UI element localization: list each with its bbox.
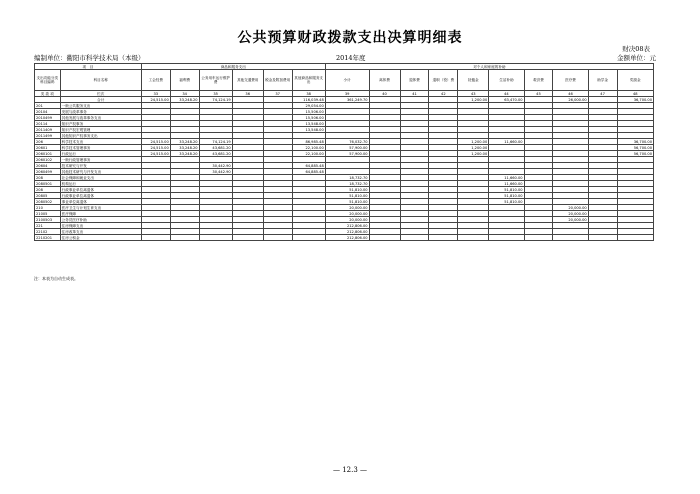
row-name: 合计 (60, 97, 141, 103)
row-value: 51,810.00 (325, 193, 369, 199)
row-value (588, 235, 617, 241)
header-code: 支出功能分类科目编码 (35, 70, 61, 91)
row-value: 33,248.20 (170, 151, 199, 157)
column-header: 工会经费 (141, 70, 170, 91)
row-value: 43,681.20 (199, 151, 232, 157)
row-name: 发展与改革事务 (60, 109, 141, 115)
row-code: 20104 (35, 109, 61, 115)
row-value: 29,054.00 (292, 103, 325, 109)
row-value: 20,000.00 (553, 217, 588, 223)
compiling-unit: 编制单位：衢阳市科学技术局（本级） (34, 54, 145, 62)
column-number: 36 (232, 91, 263, 97)
row-value: 11,660.00 (489, 139, 524, 145)
row-value (369, 235, 400, 241)
column-number: 39 (325, 91, 369, 97)
row-value: 24,515.00 (141, 139, 170, 145)
row-name: 行政事业单位离退休 (60, 187, 141, 193)
row-value: 74,124.19 (199, 97, 232, 103)
row-name: 机构运行 (60, 181, 141, 187)
amount-unit: 金额单位：元 (617, 54, 656, 62)
row-name: 社会保障和就业支出 (60, 175, 141, 181)
row-value (232, 235, 263, 241)
column-header: 其他交通费用 (232, 70, 263, 91)
row-value: 64,885.48 (292, 163, 325, 169)
row-value: 361,249.70 (325, 97, 369, 103)
row-value: 64,885.48 (292, 169, 325, 175)
row-value: 1,200.00 (458, 139, 489, 145)
row-value (617, 235, 653, 241)
row-code: 21005 (35, 211, 61, 217)
row-value: 20,000.00 (553, 211, 588, 217)
row-value: 51,810.00 (489, 199, 524, 205)
row-code: 20805 (35, 193, 61, 199)
row-name: 住房改革支出 (60, 229, 141, 235)
header-personal-subsidy: 对个人和家庭的补助 (325, 64, 653, 70)
row-code: 206 (35, 139, 61, 145)
row-value: 63,470.00 (489, 97, 524, 103)
row-value: 1,200.00 (458, 145, 489, 151)
row-name: 一般公共服务支出 (60, 103, 141, 109)
row-value (553, 235, 588, 241)
row-value: 1,200.00 (458, 97, 489, 103)
column-number: 37 (263, 91, 292, 97)
row-value: 51,810.00 (325, 187, 369, 193)
row-value (141, 235, 170, 241)
row-value: 56,700.00 (617, 151, 653, 157)
row-value: 20,000.00 (325, 211, 369, 217)
row-value: 24,515.00 (141, 145, 170, 151)
row-value: 20,000.00 (553, 205, 588, 211)
row-value: 33,248.20 (170, 97, 199, 103)
row-name: 其他知识产权事务支出 (60, 133, 141, 139)
row-value: 1,200.00 (458, 151, 489, 157)
column-number: 34 (170, 91, 199, 97)
row-name: 知识产权事务 (60, 121, 141, 127)
column-header: 公务用车运行维护费 (199, 70, 232, 91)
column-header: 小计 (325, 70, 369, 91)
row-code: 221 (35, 223, 61, 229)
row-value: 56,700.00 (617, 145, 653, 151)
column-header: 离休费 (369, 70, 400, 91)
row-value: 86,985.48 (292, 139, 325, 145)
row-code: 2060499 (35, 169, 61, 175)
column-number: 38 (292, 91, 325, 97)
header-col-code-label: 栏次 (60, 91, 141, 97)
column-number: 44 (489, 91, 524, 97)
row-code: 2011409 (35, 127, 61, 133)
column-number: 33 (141, 91, 170, 97)
column-number: 35 (199, 91, 232, 97)
row-code: 208 (35, 187, 61, 193)
column-number: 46 (553, 91, 588, 97)
row-value: 212,806.00 (325, 229, 369, 235)
column-header: 税金及附加费用 (263, 70, 292, 91)
row-value (524, 235, 553, 241)
row-value (400, 235, 429, 241)
row-name: 医疗保障 (60, 211, 141, 217)
column-number: 40 (369, 91, 400, 97)
row-value: 36,700.00 (617, 139, 653, 145)
row-code: 2080501 (35, 181, 61, 187)
row-value: 57,900.00 (325, 145, 369, 151)
row-value: 212,806.00 (325, 223, 369, 229)
row-name: 其他发展与改革事务支出 (60, 115, 141, 121)
row-value (263, 235, 292, 241)
row-value: 11,660.00 (489, 175, 524, 181)
row-code: 2080502 (35, 199, 61, 205)
row-code: 201 (35, 103, 61, 109)
row-code: 2010499 (35, 115, 61, 121)
row-value (292, 235, 325, 241)
row-code: 2100503 (35, 217, 61, 223)
row-name: 行政事业单位离退休 (60, 193, 141, 199)
row-value: 13,548.00 (292, 121, 325, 127)
column-header: 退休费 (400, 70, 429, 91)
header-name: 科目名称 (60, 70, 141, 91)
row-value: 20,000.00 (325, 205, 369, 211)
row-code: 20601 (35, 145, 61, 151)
row-value: 20,000.00 (325, 217, 369, 223)
row-value (199, 235, 232, 241)
row-code: 20114 (35, 121, 61, 127)
row-name: 科学技术支出 (60, 139, 141, 145)
row-code: 2210201 (35, 235, 61, 241)
row-name: 知识产权宏观管理 (60, 127, 141, 133)
column-number: 48 (617, 91, 653, 97)
row-value: 22,100.00 (292, 151, 325, 157)
row-value: 33,248.20 (170, 145, 199, 151)
row-code: 20604 (35, 163, 61, 169)
row-value: 76,032.70 (325, 139, 369, 145)
report-meta (34, 53, 656, 62)
row-code: 2060102 (35, 157, 61, 163)
row-value: 57,900.00 (325, 151, 369, 157)
header-level-item: 项 (50, 91, 54, 96)
row-value (489, 235, 524, 241)
row-name: 一般行政管理事务 (60, 157, 141, 163)
row-value: 15,506.00 (292, 109, 325, 115)
table-row (35, 235, 654, 241)
row-value: 51,810.00 (489, 193, 524, 199)
column-header: 其他商品和服务支出 (292, 70, 325, 91)
row-value: 51,810.00 (325, 199, 369, 205)
row-value: 74,124.19 (199, 139, 232, 145)
column-number: 47 (588, 91, 617, 97)
row-code: 208 (35, 175, 61, 181)
column-number: 42 (429, 91, 458, 97)
row-value (170, 235, 199, 241)
header-item: 项 目 (35, 64, 142, 70)
expenditure-table (34, 63, 654, 241)
row-value: 212,806.00 (325, 235, 369, 241)
form-number: 财决08表 (622, 45, 650, 53)
row-value: 43,681.20 (199, 145, 232, 151)
page-number: — 12.3 — (332, 466, 368, 474)
column-header: 助学金 (588, 70, 617, 91)
header-level-class: 类 (40, 91, 45, 96)
row-name: 医疗卫生与计划生育支出 (60, 205, 141, 211)
row-value: 30,442.90 (199, 163, 232, 169)
row-name: 事业单位离退休 (60, 199, 141, 205)
row-code: 2011499 (35, 133, 61, 139)
row-name: 其他技术研究与开发支出 (60, 169, 141, 175)
row-name: 技术研究与开发 (60, 163, 141, 169)
row-code: 2060101 (35, 151, 61, 157)
row-value: 24,515.00 (141, 151, 170, 157)
footnote: 注：本表为自动生成表。 (34, 276, 78, 281)
column-header: 救济费 (524, 70, 553, 91)
row-value: 18,732.70 (325, 181, 369, 187)
row-value: 11,660.00 (489, 181, 524, 187)
column-header: 医疗费 (553, 70, 588, 91)
column-header: 福利费 (170, 70, 199, 91)
row-value: 30,442.90 (199, 169, 232, 175)
column-header: 奖励金 (617, 70, 653, 91)
row-name: 公务员医疗补助 (60, 217, 141, 223)
row-code: 22102 (35, 229, 61, 235)
row-name: 科学技术管理事务 (60, 145, 141, 151)
column-number: 45 (524, 91, 553, 97)
column-header: 生活补助 (489, 70, 524, 91)
row-code: 210 (35, 205, 61, 211)
row-value: 33,248.20 (170, 139, 199, 145)
report-title: 公共预算财政拨款支出决算明细表 (237, 30, 463, 46)
column-header: 退职（役）费 (429, 70, 458, 91)
row-value: 24,515.00 (141, 97, 170, 103)
header-level-section: 款 (45, 91, 50, 96)
row-value: 13,548.00 (292, 127, 325, 133)
row-value: 51,810.00 (489, 187, 524, 193)
row-value: 116,039.48 (292, 97, 325, 103)
column-header: 抚恤金 (458, 70, 489, 91)
row-name: 住房保障支出 (60, 223, 141, 229)
row-value (429, 235, 458, 241)
row-value: 18,732.70 (325, 175, 369, 181)
row-value (458, 235, 489, 241)
row-value: 15,506.00 (292, 115, 325, 121)
row-value: 22,100.00 (292, 145, 325, 151)
header-goods-services: 商品和服务支出 (141, 64, 325, 70)
row-value: 26,000.00 (553, 97, 588, 103)
row-name: 住房公积金 (60, 235, 141, 241)
column-number: 41 (400, 91, 429, 97)
column-number: 43 (458, 91, 489, 97)
row-value: 36,700.00 (617, 97, 653, 103)
row-name: 行政运行 (60, 151, 141, 157)
report-year: 2014年度 (336, 54, 366, 62)
